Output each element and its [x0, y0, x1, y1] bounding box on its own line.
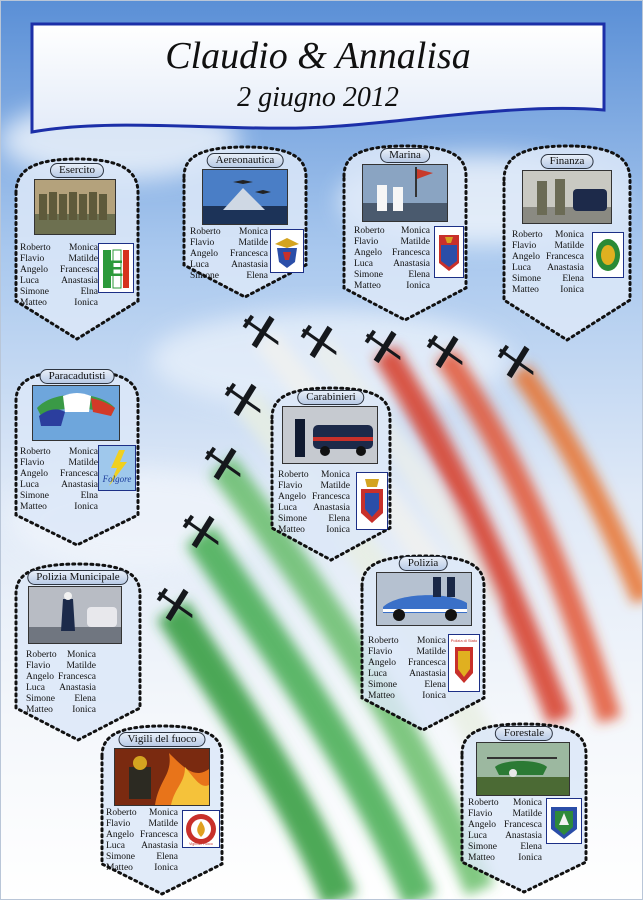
group-title: Vigili del fuoco: [119, 732, 206, 747]
guest-row: Simone Elena: [468, 842, 542, 852]
guest-row: Roberto Monica: [368, 636, 446, 646]
polizia-emblem: [448, 634, 480, 692]
guest-row: Simone Elena: [26, 694, 96, 704]
guest-row: Roberto Monica: [190, 227, 268, 237]
finanza-emblem: [592, 232, 624, 278]
esercito-emblem: [98, 243, 134, 293]
guest-list: [354, 226, 430, 292]
guest-list: [106, 808, 178, 874]
guest-row: Simone Elena: [278, 514, 350, 524]
group-badge-forestale: [458, 718, 590, 896]
guest-row: Luca Anastasia: [106, 841, 178, 851]
guest-row: Flavio Matilde: [354, 237, 430, 247]
group-photo: [34, 179, 116, 235]
guest-row: Simone Elna: [20, 287, 98, 297]
guest-row: Matteo Ionica: [20, 502, 98, 512]
guest-row: Matteo Ionica: [278, 525, 350, 535]
guest-row: Luca Anastasia: [190, 260, 268, 270]
guest-row: Matteo Ionica: [20, 298, 98, 308]
guest-row: Matteo Ionica: [354, 281, 430, 291]
group-title: Marina: [380, 148, 430, 163]
couple-names: Claudio & Annalisa: [165, 35, 471, 77]
guest-row: Luca Anastasia: [354, 259, 430, 269]
guest-list: [20, 447, 98, 513]
guest-row: Matteo Ionica: [368, 691, 446, 701]
title-banner: [30, 22, 606, 136]
guest-row: Angelo Francesca: [26, 672, 96, 682]
guest-row: Roberto Monica: [354, 226, 430, 236]
guest-list: [468, 798, 542, 864]
guest-row: Roberto Monica: [278, 470, 350, 480]
group-title: Polizia Municipale: [27, 570, 128, 585]
guest-row: Luca Anastasia: [368, 669, 446, 679]
group-badge-aereonautica: [180, 141, 310, 301]
folgore-emblem: [98, 445, 136, 491]
guest-row: Matteo Ionica: [468, 853, 542, 863]
guest-row: Flavio Matilde: [512, 241, 584, 251]
guest-row: Flavio Matilde: [278, 481, 350, 491]
group-title: Aereonautica: [207, 153, 284, 168]
group-title: Paracadutisti: [40, 369, 115, 384]
guest-row: Angelo Francesca: [278, 492, 350, 502]
guest-row: Flavio Matilde: [26, 661, 96, 671]
group-photo: [362, 164, 448, 222]
guest-list: [368, 636, 446, 702]
guest-row: Simone Elena: [354, 270, 430, 280]
forestale-emblem: [546, 798, 582, 844]
guest-list: [512, 230, 584, 296]
guest-row: Luca Anastasia: [278, 503, 350, 513]
guest-row: Roberto Monica: [20, 243, 98, 253]
guest-row: Angelo Francesca: [20, 469, 98, 479]
group-badge-vigili-del-fuoco: [98, 720, 226, 898]
svg-text:E: E: [108, 256, 124, 281]
guest-row: Roberto Monica: [26, 650, 96, 660]
guest-list: [190, 227, 268, 282]
guest-row: Angelo Francesca: [468, 820, 542, 830]
svg-text:Vigili del Fuoco: Vigili del Fuoco: [189, 842, 213, 846]
guest-row: Roberto Monica: [20, 447, 98, 457]
guest-row: Matteo Ionica: [106, 863, 178, 873]
guest-row: Angelo Francesca: [190, 249, 268, 259]
guest-row: Roberto Monica: [512, 230, 584, 240]
guest-row: Angelo Francesca: [20, 265, 98, 275]
group-badge-polizia-municipale: [12, 558, 144, 743]
guest-row: Simone Elena: [368, 680, 446, 690]
group-title: Finanza: [541, 154, 594, 169]
group-photo: [476, 742, 570, 796]
group-badge-esercito: [12, 153, 142, 343]
guest-row: Roberto Monica: [106, 808, 178, 818]
group-photo: [282, 406, 378, 464]
guest-row: Matteo Ionica: [26, 705, 96, 715]
guest-row: Flavio Matilde: [368, 647, 446, 657]
guest-row: Luca Anastasia: [20, 276, 98, 286]
guest-row: Simone Elena: [190, 271, 268, 281]
guest-row: Flavio Matilde: [106, 819, 178, 829]
vigili-emblem: [182, 810, 220, 848]
group-photo: [28, 586, 122, 644]
guest-row: Simone Elena: [512, 274, 584, 284]
guest-row: Flavio Matilde: [190, 238, 268, 248]
group-photo: [32, 385, 120, 441]
guest-row: Angelo Francesca: [106, 830, 178, 840]
group-photo: [114, 748, 210, 806]
svg-text:Folgore: Folgore: [102, 474, 132, 484]
group-photo: [522, 170, 612, 224]
carabinieri-emblem: [356, 472, 388, 530]
guest-row: Angelo Francesca: [368, 658, 446, 668]
group-title: Carabinieri: [297, 390, 364, 405]
guest-row: Flavio Matilde: [468, 809, 542, 819]
guest-row: Simone Elena: [106, 852, 178, 862]
guest-row: Simone Elna: [20, 491, 98, 501]
group-title: Polizia: [399, 556, 448, 571]
guest-row: Matteo Ionica: [512, 285, 584, 295]
aeronautica-emblem: [270, 229, 304, 273]
guest-row: Luca Anastasia: [512, 263, 584, 273]
group-badge-polizia: [358, 550, 488, 735]
group-title: Forestale: [495, 726, 553, 741]
guest-row: Luca Anastasia: [26, 683, 96, 693]
guest-row: Roberto Monica: [468, 798, 542, 808]
group-title: Esercito: [50, 163, 104, 178]
group-badge-marina: [340, 140, 470, 325]
guest-row: Angelo Francesca: [354, 248, 430, 258]
guest-row: Angelo Francesca: [512, 252, 584, 262]
group-badge-paracadutisti: [12, 365, 142, 550]
svg-text:Polizia di Stato: Polizia di Stato: [450, 638, 478, 643]
group-badge-carabinieri: [268, 382, 394, 564]
guest-row: Flavio Matilde: [20, 254, 98, 264]
guest-row: Flavio Matilde: [20, 458, 98, 468]
guest-list: [26, 650, 96, 716]
guest-list: [278, 470, 350, 536]
group-photo: [376, 572, 472, 626]
group-badge-finanza: [500, 140, 634, 345]
guest-row: Luca Anastasia: [20, 480, 98, 490]
marina-emblem: [434, 226, 464, 278]
wedding-date: 2 giugno 2012: [237, 82, 399, 113]
group-photo: [202, 169, 288, 225]
guest-row: Luca Anastasia: [468, 831, 542, 841]
guest-list: [20, 243, 98, 309]
